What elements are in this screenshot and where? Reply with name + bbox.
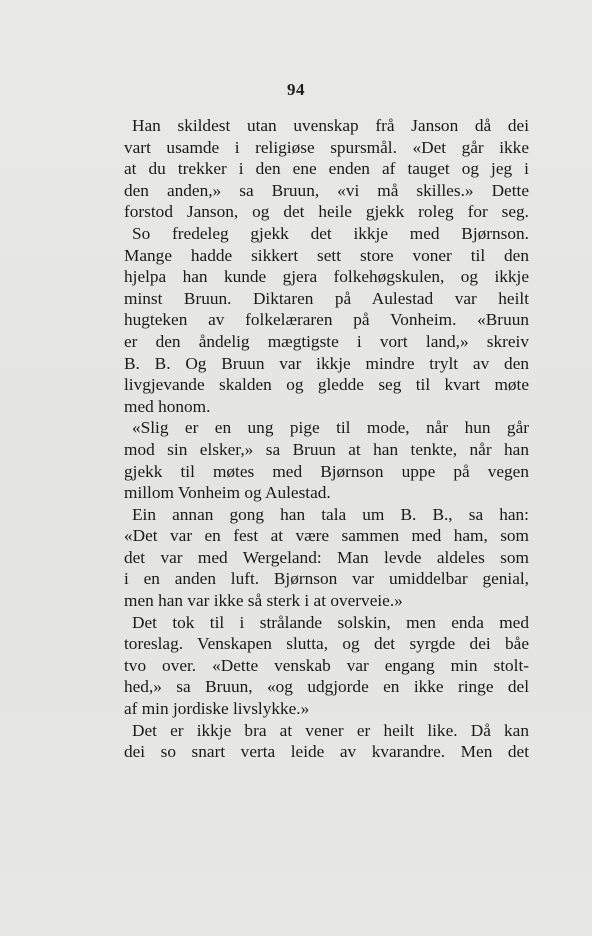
text-line: vart usamde i religiøse spursmål. «Det går ikke <box>124 137 529 157</box>
page-number: 94 <box>287 80 305 99</box>
text-line: Det er ikkje bra at vener er heilt like. Då kan <box>132 720 529 740</box>
text-line: livgjevande skalden og gledde seg til kvart møte <box>124 375 529 395</box>
text-line: af min jordiske livslykke.» <box>124 699 310 719</box>
text-line: minst Bruun. Diktaren på Aulestad var heilt <box>124 288 529 308</box>
text-line: er den åndelig mægtigste i vort land,» skreiv <box>124 331 529 351</box>
text-line: gjekk til møtes med Bjørnson uppe på vegen <box>124 461 529 481</box>
text-line: hjelpa han kunde gjera folkehøgskulen, og ikkje <box>124 267 529 287</box>
text-line: Det tok til i strålande solskin, men enda med <box>132 612 529 632</box>
text-line: med honom. <box>124 396 211 416</box>
text-line: men han var ikke så sterk i at overveie.» <box>124 591 403 611</box>
text-line: So fredeleg gjekk det ikkje med Bjørnson. <box>132 223 529 243</box>
text-line: Ein annan gong han tala um B. B., sa han: <box>132 504 529 524</box>
body-text <box>124 115 529 763</box>
text-line: mod sin elsker,» sa Bruun at han tenkte, når han <box>124 439 529 459</box>
text-line: hed,» sa Bruun, «og udgjorde en ikke ringe del <box>124 677 529 697</box>
text-line: at du trekker i den ene enden af tauget og jeg i <box>124 159 529 179</box>
text-line: dei so snart verta leide av kvarandre. Men det <box>124 742 529 762</box>
text-line: «Slig er en ung pige til mode, når hun går <box>132 418 529 438</box>
text-line: hugteken av folkelæraren på Vonheim. «Bruun <box>124 310 529 330</box>
text-line: «Det var en fest at være sammen med ham, som <box>124 526 529 546</box>
text-line: B. B. Og Bruun var ikkje mindre trylt av den <box>124 353 529 373</box>
text-line: toreslag. Venskapen slutta, og det syrgde dei båe <box>124 634 529 654</box>
text-line: millom Vonheim og Aulestad. <box>124 483 331 503</box>
text-line: forstod Janson, og det heile gjekk roleg for seg. <box>124 202 529 222</box>
text-line: det var med Wergeland: Man levde aldeles som <box>124 547 529 567</box>
text-line: Mange hadde sikkert sett store voner til den <box>124 245 529 265</box>
text-line: i en anden luft. Bjørnson var umiddelbar genial, <box>124 569 529 589</box>
text-line: tvo over. «Dette venskab var engang min stolt- <box>124 655 529 675</box>
text-line: Han skildest utan uvenskap frå Janson då dei <box>132 116 529 135</box>
text-line: den anden,» sa Bruun, «vi må skilles.» Dette <box>124 180 529 200</box>
